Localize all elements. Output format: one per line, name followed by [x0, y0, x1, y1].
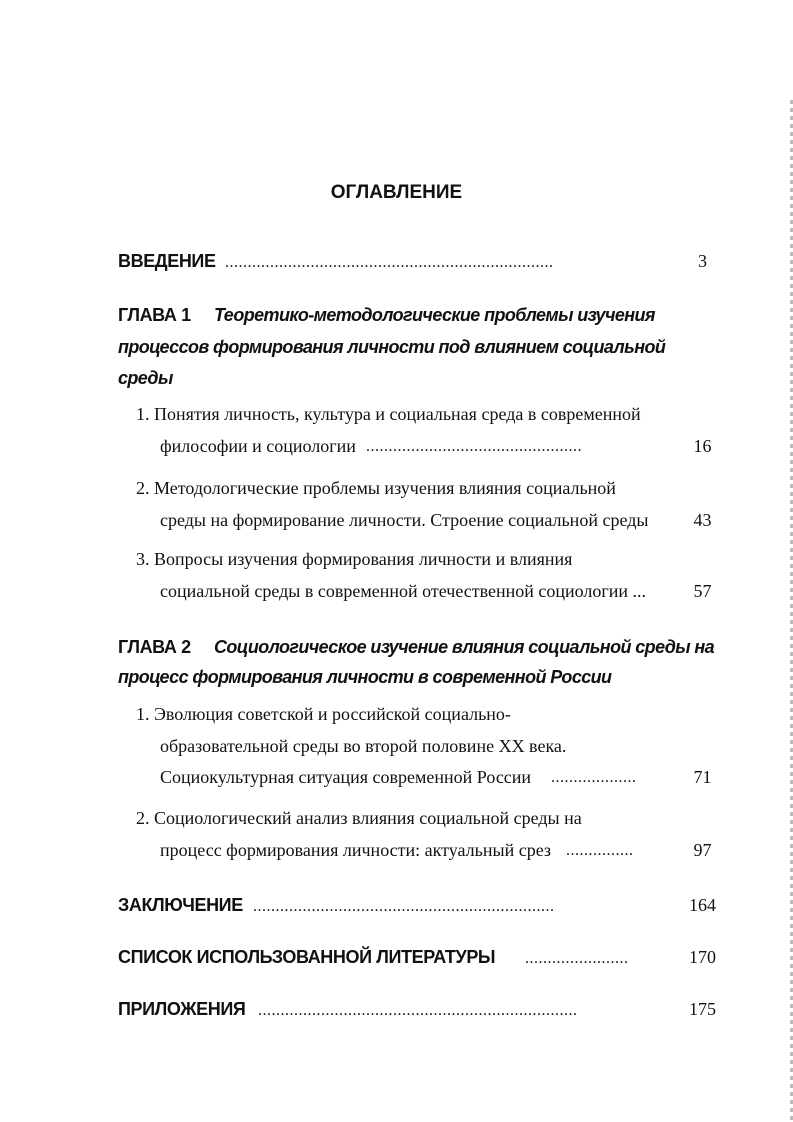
toc-bibliography-dots: ....................... [525, 950, 629, 967]
toc-conclusion-label: ЗАКЛЮЧЕНИЕ [118, 895, 243, 915]
chapter2-section2-line: процесс формирования личности: актуальный срез [160, 840, 552, 860]
chapter1-section2-page: 43 [693, 510, 712, 530]
toc-appendix-label: ПРИЛОЖЕНИЯ [118, 999, 246, 1019]
toc-bibliography-page: 170 [689, 947, 716, 967]
chapter2-section1-line: образовательной среды во второй половине XX века. [160, 736, 567, 756]
toc-appendix-dots: ....................................................................... [258, 1002, 578, 1019]
toc-conclusion-dots: ................................................................... [253, 898, 555, 915]
chapter2-title-line: Социологическое изучение влияния социальной среды на [214, 637, 715, 657]
chapter2-section2-page: 97 [693, 840, 712, 860]
chapter2-section2-line: 2. Социологический анализ влияния социальной среды на [136, 808, 582, 828]
chapter1-title-line: Теоретико-методологические проблемы изучения [214, 305, 655, 325]
chapter1-section2-line: среды на формирование личности. Строение социальной среды [160, 510, 649, 530]
page-title: ОГЛАВЛЕНИЕ [330, 182, 463, 203]
chapter1-title-line: процессов формирования личности под влиянием социальной [118, 337, 666, 357]
chapter1-section3-page: 57 [693, 581, 712, 601]
chapter1-section3-line: социальной среды в современной отечественной социологии ... [160, 581, 647, 601]
toc-appendix-page: 175 [689, 999, 716, 1019]
toc-intro-dots: ......................................................................... [225, 254, 554, 271]
chapter2-section1-page: 71 [693, 767, 712, 787]
chapter2-title-line: процесс формирования личности в современной России [118, 667, 612, 687]
chapter2-section1-line: Социокультурная ситуация современной России [160, 767, 532, 787]
chapter2-label: ГЛАВА 2 [118, 637, 191, 657]
chapter2-section1-line: 1. Эволюция советской и российской социально- [136, 704, 511, 724]
chapter1-section1-dots: ................................................ [366, 438, 582, 455]
chapter1-section1-line: философии и социологии [160, 436, 356, 456]
chapter1-label: ГЛАВА 1 [118, 305, 191, 325]
chapter1-section3-line: 3. Вопросы изучения формирования личности и влияния [136, 549, 573, 569]
chapter1-section1-line: 1. Понятия личность, культура и социальная среда в современной [136, 404, 641, 424]
chapter2-section1-dots: ................... [551, 769, 637, 786]
chapter2-section2-dots: ............... [566, 842, 634, 859]
chapter1-title-line: среды [118, 368, 173, 388]
toc-intro-page: 3 [698, 251, 707, 271]
chapter1-section1-page: 16 [693, 436, 712, 456]
toc-intro-label: ВВЕДЕНИЕ [118, 251, 216, 271]
toc-bibliography-label: СПИСОК ИСПОЛЬЗОВАННОЙ ЛИТЕРАТУРЫ [118, 947, 496, 967]
toc-conclusion-page: 164 [689, 895, 716, 915]
chapter1-section2-line: 2. Методологические проблемы изучения влияния социальной [136, 478, 616, 498]
